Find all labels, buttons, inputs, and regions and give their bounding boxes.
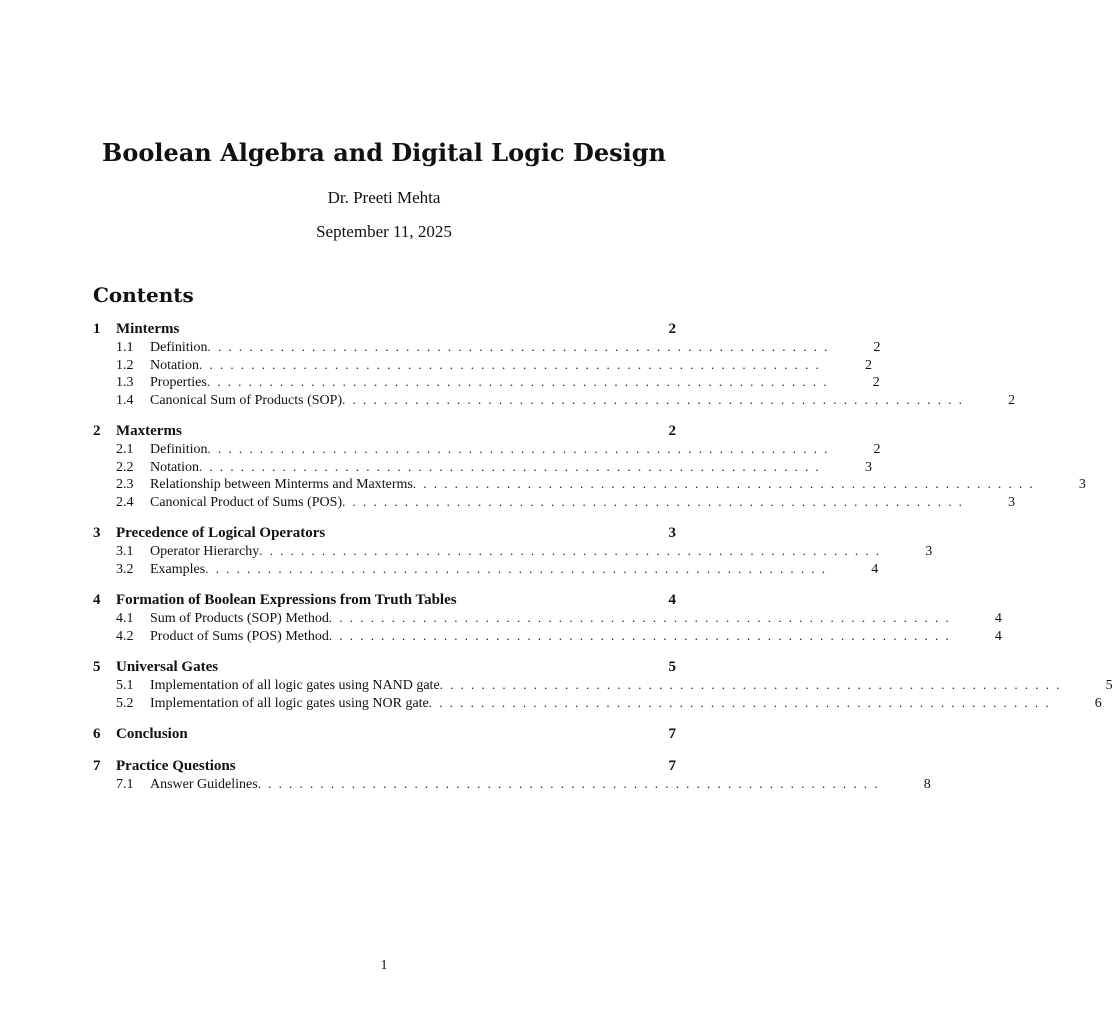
toc-section bbox=[93, 591, 1002, 644]
toc-subsection-entry[interactable] bbox=[93, 356, 872, 374]
toc-section bbox=[93, 725, 676, 743]
toc-section-title: Practice Questions bbox=[116, 758, 236, 774]
toc-dot-leader: ............................................................ bbox=[207, 441, 835, 456]
page-number: 1 bbox=[380, 958, 388, 973]
toc-subsection-number: 2.1 bbox=[116, 442, 134, 457]
toc-subsection-page: 3 bbox=[1008, 494, 1016, 510]
toc-section-page: 2 bbox=[668, 321, 676, 337]
toc-subsection-title: Definition bbox=[150, 442, 208, 457]
toc-subsection-number: 1.1 bbox=[116, 340, 134, 355]
toc-subsection-title: Relationship between Minterms and Maxterms bbox=[150, 477, 413, 492]
toc-subsection-entry[interactable] bbox=[93, 458, 872, 476]
toc-subsection-entry[interactable] bbox=[93, 493, 1016, 511]
toc-dot-leader: ............................................................ bbox=[205, 560, 833, 576]
toc-subsection-title: Properties bbox=[150, 375, 207, 390]
toc-dot-leader: ............................................................ bbox=[199, 458, 826, 474]
toc-subsection-number: 2.2 bbox=[116, 459, 134, 475]
toc-section-page: 5 bbox=[668, 659, 676, 675]
document-date: September 11, 2025 bbox=[316, 222, 452, 241]
toc-dot-leader: ............................................................ bbox=[412, 476, 1040, 491]
toc-subsection-entry[interactable] bbox=[93, 560, 879, 578]
toc-section bbox=[93, 658, 1113, 711]
toc-subsection-page: 8 bbox=[923, 777, 931, 792]
toc-dot-leader: ............................................................ bbox=[328, 610, 956, 625]
toc-section-entry[interactable] bbox=[93, 757, 676, 775]
toc-section bbox=[93, 524, 933, 577]
toc-section-title: Universal Gates bbox=[116, 659, 219, 675]
toc-subsection-entry[interactable] bbox=[93, 627, 1002, 645]
toc-subsection-entry[interactable] bbox=[93, 694, 1102, 712]
toc-dot-leader: ............................................................ bbox=[428, 694, 1056, 710]
toc-subsection-title: Canonical Sum of Products (SOP) bbox=[150, 392, 343, 408]
toc-subsection-number: 3.1 bbox=[116, 544, 134, 559]
toc-subsection-page: 4 bbox=[871, 561, 879, 577]
author-name: Dr. Preeti Mehta bbox=[327, 188, 441, 207]
toc-section-number: 1 bbox=[93, 321, 101, 337]
document-title: Boolean Algebra and Digital Logic Design bbox=[102, 138, 666, 167]
toc-section-page: 7 bbox=[668, 726, 676, 742]
toc-subsection-title: Notation bbox=[150, 357, 199, 373]
toc-subsection-page: 2 bbox=[1008, 392, 1016, 408]
toc-section-entry[interactable] bbox=[93, 524, 676, 542]
toc-section-number: 5 bbox=[93, 659, 101, 675]
toc-dot-leader: ............................................................ bbox=[328, 627, 956, 643]
toc-section-title: Conclusion bbox=[116, 726, 188, 742]
toc-subsection-page: 6 bbox=[1094, 695, 1102, 711]
toc-dot-leader: ............................................................ bbox=[342, 493, 970, 509]
toc-dot-leader: ............................................................ bbox=[259, 543, 887, 558]
toc-subsection-entry[interactable] bbox=[93, 338, 881, 356]
toc-subsection-number: 2.3 bbox=[116, 477, 134, 492]
toc-section-page: 4 bbox=[668, 592, 676, 608]
toc-section-number: 7 bbox=[93, 758, 101, 774]
toc-section-title: Maxterms bbox=[116, 423, 182, 439]
toc-section-entry[interactable] bbox=[93, 591, 676, 609]
contents-heading: Contents bbox=[93, 283, 194, 307]
toc-section-title: Minterms bbox=[116, 321, 180, 337]
toc-dot-leader: ............................................................ bbox=[199, 356, 826, 372]
toc-section-number: 3 bbox=[93, 525, 101, 541]
toc-dot-leader: ............................................................ bbox=[257, 776, 885, 791]
toc-dot-leader: ............................................................ bbox=[439, 677, 1067, 692]
toc-subsection-entry[interactable] bbox=[93, 609, 1002, 627]
toc-subsection-number: 3.2 bbox=[116, 561, 134, 577]
toc-subsection-page: 2 bbox=[865, 357, 872, 373]
toc-subsection-title: Product of Sums (POS) Method bbox=[150, 628, 329, 644]
toc-subsection-page: 3 bbox=[1078, 477, 1086, 492]
toc-subsection-page: 2 bbox=[873, 442, 881, 457]
toc-dot-leader: ............................................................ bbox=[342, 391, 970, 407]
toc-section-title: Precedence of Logical Operators bbox=[116, 525, 326, 541]
toc-section-number: 2 bbox=[93, 423, 101, 439]
toc-section-title: Formation of Boolean Expressions from Truth Tables bbox=[116, 592, 457, 608]
toc-subsection-page: 2 bbox=[872, 375, 880, 390]
toc-section-entry[interactable] bbox=[93, 320, 676, 338]
toc-subsection-entry[interactable] bbox=[93, 542, 933, 560]
toc-subsection-page: 3 bbox=[865, 459, 872, 475]
toc-subsection-page: 4 bbox=[994, 611, 1002, 626]
toc-subsection-page: 3 bbox=[925, 544, 933, 559]
toc-subsection-title: Implementation of all logic gates using NAND gate bbox=[150, 678, 440, 693]
toc-subsection-title: Implementation of all logic gates using NOR gate bbox=[150, 695, 429, 711]
toc-section-number: 6 bbox=[93, 726, 101, 742]
toc-section-page: 3 bbox=[668, 525, 676, 541]
toc-subsection-number: 4.2 bbox=[116, 628, 134, 644]
toc-subsection-title: Examples bbox=[150, 561, 206, 577]
toc-subsection-title: Canonical Product of Sums (POS) bbox=[150, 494, 343, 510]
toc-subsection-page: 4 bbox=[994, 628, 1002, 644]
toc-subsection-page: 2 bbox=[873, 340, 881, 355]
toc-section-number: 4 bbox=[93, 592, 101, 608]
toc-section-entry[interactable] bbox=[93, 422, 676, 440]
toc-subsection-entry[interactable] bbox=[93, 775, 931, 793]
toc-subsection-number: 7.1 bbox=[116, 777, 134, 792]
toc-subsection-number: 4.1 bbox=[116, 611, 134, 626]
toc-subsection-title: Definition bbox=[150, 340, 208, 355]
toc-subsection-title: Operator Hierarchy bbox=[150, 544, 260, 559]
toc-subsection-number: 1.4 bbox=[116, 392, 134, 408]
toc-subsection-entry[interactable] bbox=[93, 391, 1016, 409]
toc-subsection-number: 1.2 bbox=[116, 357, 134, 373]
toc-dot-leader: ............................................................ bbox=[206, 374, 834, 389]
toc-subsection-title: Answer Guidelines bbox=[150, 777, 258, 792]
toc-subsection-title: Notation bbox=[150, 459, 199, 475]
toc-subsection-number: 2.4 bbox=[116, 494, 134, 510]
toc-subsection-entry[interactable] bbox=[93, 475, 1086, 493]
toc-section bbox=[93, 757, 931, 793]
toc-subsection-title: Sum of Products (SOP) Method bbox=[150, 611, 329, 626]
toc-section-entry[interactable] bbox=[93, 658, 676, 676]
toc-section-page: 7 bbox=[668, 758, 676, 774]
toc-subsection-number: 5.1 bbox=[116, 678, 134, 693]
toc-section-page: 2 bbox=[668, 423, 676, 439]
toc-section-entry[interactable] bbox=[93, 725, 676, 743]
toc-subsection-entry[interactable] bbox=[93, 676, 1113, 694]
toc-subsection-entry[interactable] bbox=[93, 440, 881, 458]
toc-section bbox=[93, 320, 1016, 408]
toc-subsection-number: 5.2 bbox=[116, 695, 134, 711]
table-of-contents bbox=[93, 320, 1113, 807]
toc-subsection-page: 5 bbox=[1105, 678, 1113, 693]
toc-subsection-number: 1.3 bbox=[116, 375, 134, 390]
toc-subsection-entry[interactable] bbox=[93, 373, 880, 391]
toc-section bbox=[93, 422, 1086, 510]
toc-dot-leader: ............................................................ bbox=[207, 339, 835, 354]
